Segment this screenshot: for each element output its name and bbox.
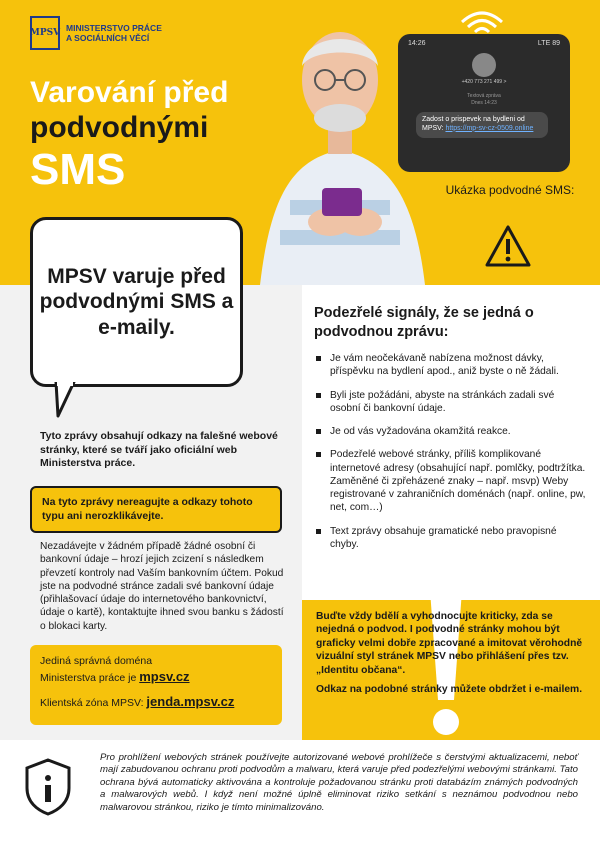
title-line2: podvodnými [30, 110, 209, 144]
domain-label2: Ministerstva práce je [40, 671, 137, 684]
client-zone-label: Klientská zóna MPSV: [40, 696, 144, 709]
signal-item: Byli jste požádáni, abyste na stránkách zadali své osobní či bankovní údaje. [316, 389, 586, 416]
title-line1: Varování před [30, 76, 229, 109]
phone-status-bar [408, 40, 560, 47]
official-domain-box [30, 645, 282, 725]
client-zone-link[interactable]: jenda.mpsv.cz [146, 693, 235, 709]
signal-item: Text zprávy obsahuje gramatické nebo pravopisné chyby. [316, 525, 586, 552]
signals-list [316, 352, 586, 561]
sms-bubble [416, 112, 548, 138]
phone-meta-date: Dnes 14:23 [471, 99, 497, 106]
phone-sender-number: +420 773 271 499 > [461, 79, 507, 85]
lead-paragraph: Tyto zprávy obsahují odkazy na falešné webové stránky, které se tváří jako oficiální web Ministerstva práce. [40, 430, 278, 470]
warning-icon [484, 224, 532, 268]
signal-item: Podezřelé webové stránky, příliš komplikované internetové adresy (obsahující např. pomlčky, podtržítka. Zaměněné či zpřeházené znaky – např. msvp) Weby registrované v zahraničních doménách (např. online, pw, net, com…) [316, 448, 586, 514]
shield-info-icon [24, 758, 72, 816]
sms-text: Zadost o prispevek na bydleni od MPSV: [422, 116, 525, 132]
official-domain-link[interactable]: mpsv.cz [139, 668, 190, 684]
signal-item: Je vám neočekávaně nabízena možnost dávky, příspěvku na bydlení apod., aniž byste o ně žádali. [316, 352, 586, 379]
speech-bubble-tail [54, 382, 94, 418]
mpsv-logo[interactable] [30, 16, 162, 50]
wifi-icon [457, 6, 507, 36]
advice-paragraph-1: Buďte vždy bdělí a vyhodnocujte kriticky, zda se nejedná o podvod. I podvodné stránky mohou být graficky velmi dobře zpracované a imitovat věrohodně vizuální styl stránek MPSV nebo přihlášení přes tzv. „Identitu občana“. [316, 611, 583, 676]
speech-bubble-text: MPSV varuje před podvodnými SMS a e-maily. [39, 264, 234, 339]
phone-meta-type: Textová zpráva [467, 93, 501, 99]
advice-paragraph-2: Odkaz na podobné stránky můžete obdržet i e-mailem. [316, 683, 583, 695]
logo-mark-text: MPSV [29, 27, 61, 38]
example-sms-label: Ukázka podvodné SMS: [445, 183, 575, 197]
advice-box [302, 600, 600, 740]
footer-text: Pro prohlížení webových stránek používejte autorizované webové prohlížeče s čerstvými aktualizacemi, neboť mají zabudovanou ochranu proti podvodům a malwaru, která varuje před podezřelými webovými stránkami. Tato ochrana bývá automaticky aktivována a kontroluje požadovanou stránku proti databázím známých podvodných a malwarových webů. I když není možné úplně eliminovat riziko setkání s neznámou podvodnou nebo malwarovou stránkou, riziko je tímto minimalizováno. [100, 752, 578, 813]
phone-signal: LTE 89 [537, 40, 560, 47]
footer [0, 740, 600, 850]
contact-avatar-icon [472, 53, 496, 77]
advice-text [316, 610, 586, 696]
domain-row1 [40, 669, 272, 686]
logo-mark [30, 16, 60, 50]
signal-item: Je od vás vyžadována okamžitá reakce. [316, 425, 586, 438]
phone-sms-example [398, 34, 570, 172]
logo-text [66, 23, 162, 43]
speech-bubble [30, 217, 243, 387]
domain-row2 [40, 694, 272, 711]
sms-fraud-link[interactable]: https://mp-sv-cz-0509.online [445, 124, 534, 132]
domain-label1: Jediná správná doména [40, 655, 153, 667]
logo-line1: MINISTERSTVO PRÁCE [66, 22, 162, 33]
phone-message-meta [408, 93, 560, 106]
phone-time: 14:26 [408, 40, 426, 47]
signals-heading: Podezřelé signály, že se jedná o podvodnou zprávu: [314, 305, 534, 340]
title-line3: SMS [30, 145, 126, 194]
logo-line2: A SOCIÁLNÍCH VĚCÍ [66, 33, 150, 43]
bank-advice-paragraph: Nezadávejte v žádném případě žádné osobní či bankovní údaje – hrozí jejich zcizení s následkem převzetí kontroly nad Vaším bankovním účtem. Pokud jste na podvodné stránce zadali své bankovní údaje (přihlašovací údaje do internetového bankovnictví, údaje o kartě), kontaktujte ihned svou banku s žádostí o blokaci karty. [40, 541, 284, 632]
warning-callout: Na tyto zprávy nereagujte a odkazy tohoto typu ani nerozklikávejte. [30, 486, 282, 533]
